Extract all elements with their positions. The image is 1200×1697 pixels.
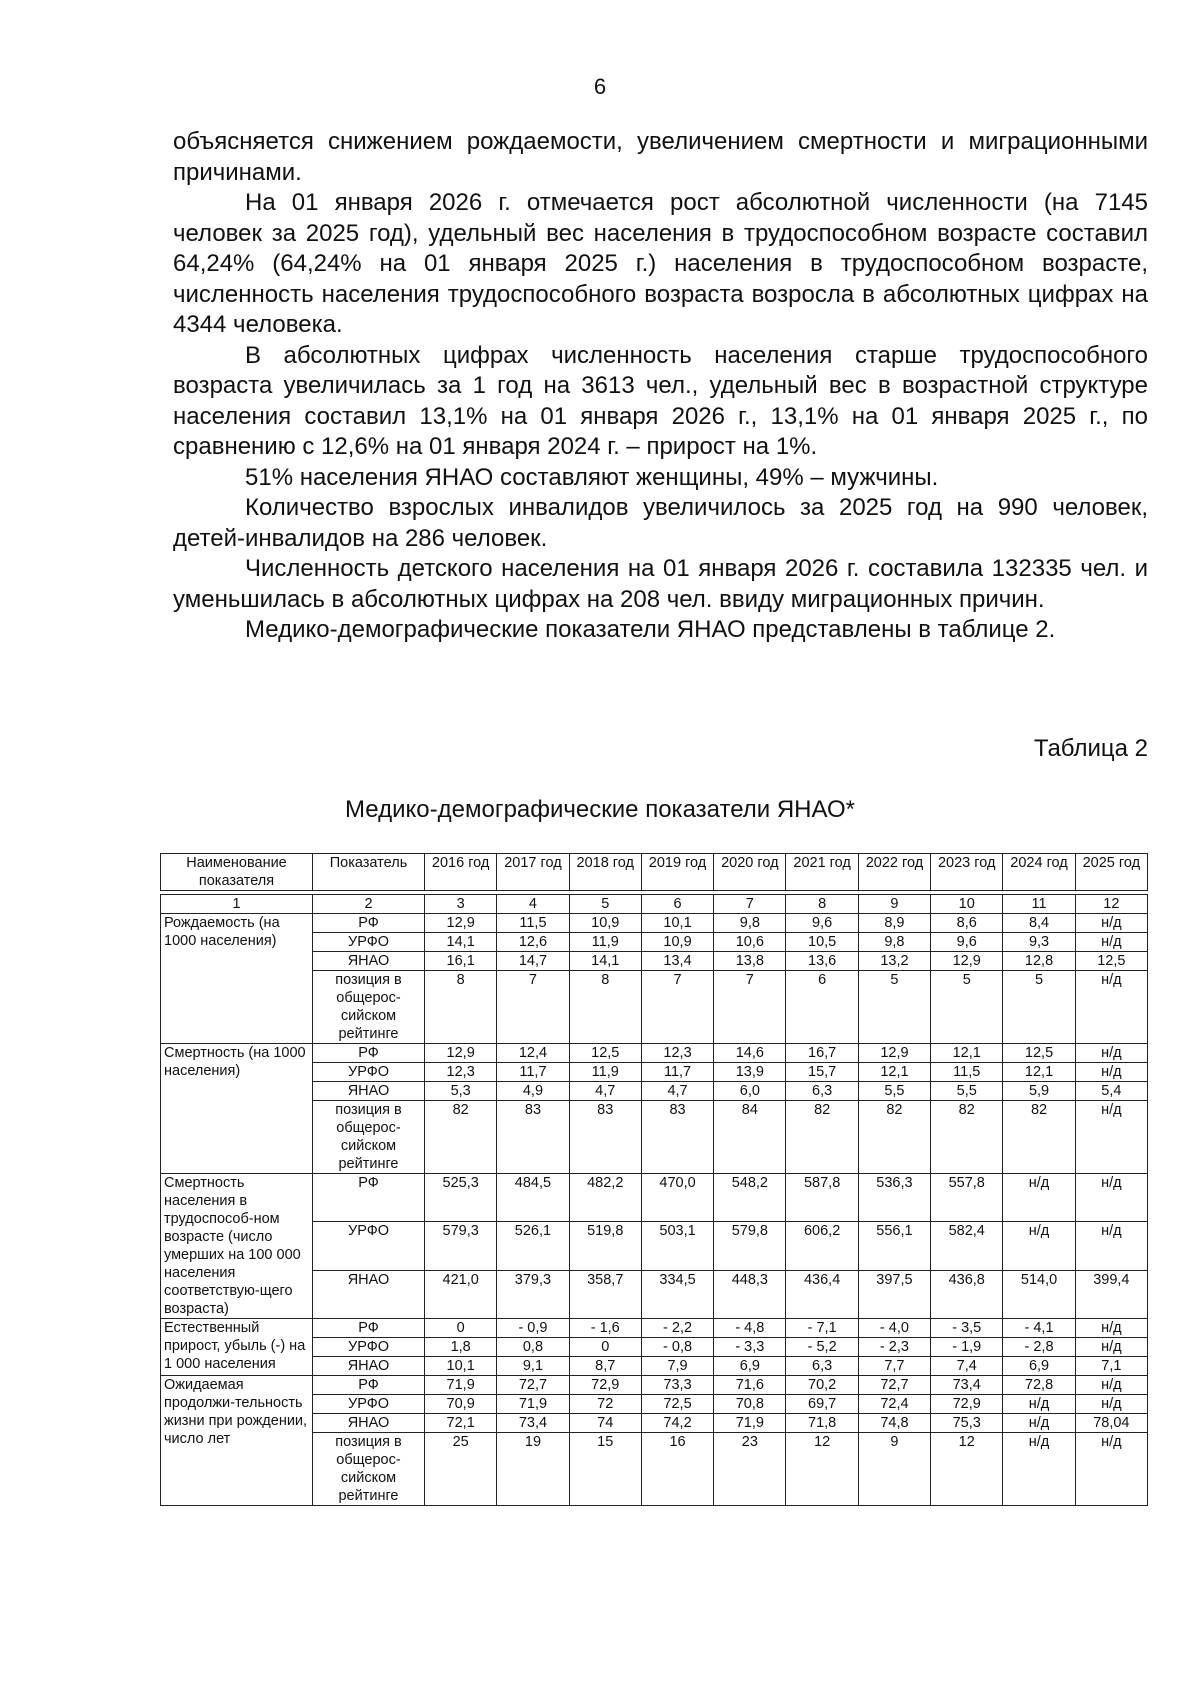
value-cell: 587,8 — [786, 1174, 858, 1222]
indicator-cell: РФ — [313, 1174, 425, 1222]
value-cell: н/д — [1075, 1433, 1147, 1506]
value-cell: 6,3 — [786, 1082, 858, 1101]
numbering-cell: 2 — [313, 895, 425, 914]
value-cell: 83 — [641, 1101, 713, 1174]
value-cell: 421,0 — [425, 1270, 497, 1318]
value-cell: 606,2 — [786, 1222, 858, 1270]
value-cell: 82 — [1003, 1101, 1075, 1174]
value-cell: 448,3 — [714, 1270, 786, 1318]
value-cell: 14,1 — [569, 952, 641, 971]
indicator-cell: УРФО — [313, 933, 425, 952]
paragraph: 51% населения ЯНАО составляют женщины, 49% – мужчины. — [245, 463, 939, 491]
value-cell: 10,6 — [714, 933, 786, 952]
value-cell: 12,1 — [1003, 1063, 1075, 1082]
value-cell: 557,8 — [931, 1174, 1003, 1222]
value-cell: 11,7 — [497, 1063, 569, 1082]
numbering-cell: 12 — [1075, 895, 1147, 914]
value-cell: 11,5 — [931, 1063, 1003, 1082]
value-cell: 12 — [786, 1433, 858, 1506]
value-cell: 71,9 — [425, 1376, 497, 1395]
body-text — [173, 127, 1148, 646]
paragraph: Численность детского населения на 01 января 2026 г. составила 132335 чел. и уменьшилась в абсолютных цифрах на 208 чел. ввиду миграционных причин. — [173, 555, 1148, 613]
value-cell: 548,2 — [714, 1174, 786, 1222]
value-cell: 14,6 — [714, 1044, 786, 1063]
value-cell: 72,9 — [569, 1376, 641, 1395]
value-cell: н/д — [1075, 1101, 1147, 1174]
table-header-row — [161, 854, 1148, 891]
value-cell: 6,9 — [1003, 1357, 1075, 1376]
value-cell: 10,9 — [641, 933, 713, 952]
value-cell: 7 — [714, 971, 786, 1044]
value-cell: 16,1 — [425, 952, 497, 971]
value-cell: 436,8 — [931, 1270, 1003, 1318]
indicator-cell: позиция в общерос-сийском рейтинге — [313, 971, 425, 1044]
paragraph: На 01 января 2026 г. отмечается рост абсолютной численности (на 7145 человек за 2025 год), удельный вес населения в трудоспособном возрасте составил 64,24% (64,24% на 01 января 2025 г.) населения в трудоспособном возрасте, численность населения трудоспособного возраста возросла в абсолютных цифрах на 4344 человека. — [173, 189, 1148, 338]
value-cell: 74,2 — [641, 1414, 713, 1433]
value-cell: - 0,8 — [641, 1338, 713, 1357]
value-cell: 4,7 — [641, 1082, 713, 1101]
value-cell: н/д — [1075, 1319, 1147, 1338]
value-cell: 0 — [569, 1338, 641, 1357]
table-row — [161, 1174, 1148, 1222]
value-cell: 9 — [858, 1433, 930, 1506]
value-cell: 9,6 — [786, 914, 858, 933]
value-cell: 12,9 — [858, 1044, 930, 1063]
value-cell: 74,8 — [858, 1414, 930, 1433]
indicator-cell: УРФО — [313, 1338, 425, 1357]
header-cell: 2021 год — [786, 854, 858, 891]
value-cell: 83 — [569, 1101, 641, 1174]
value-cell: - 3,5 — [931, 1319, 1003, 1338]
value-cell: 82 — [786, 1101, 858, 1174]
value-cell: 525,3 — [425, 1174, 497, 1222]
value-cell: 71,8 — [786, 1414, 858, 1433]
header-cell: 2016 год — [425, 854, 497, 891]
value-cell: 73,4 — [497, 1414, 569, 1433]
value-cell: 72,4 — [858, 1395, 930, 1414]
value-cell: 579,8 — [714, 1222, 786, 1270]
value-cell: - 7,1 — [786, 1319, 858, 1338]
value-cell: 12,8 — [1003, 952, 1075, 971]
header-cell: Наименование показателя — [161, 854, 313, 891]
value-cell: 4,9 — [497, 1082, 569, 1101]
value-cell: 7 — [641, 971, 713, 1044]
value-cell: н/д — [1075, 1044, 1147, 1063]
value-cell: 16 — [641, 1433, 713, 1506]
value-cell: 7 — [497, 971, 569, 1044]
value-cell: 6,0 — [714, 1082, 786, 1101]
value-cell: 12,3 — [425, 1063, 497, 1082]
value-cell: 536,3 — [858, 1174, 930, 1222]
value-cell: 19 — [497, 1433, 569, 1506]
value-cell: 7,9 — [641, 1357, 713, 1376]
value-cell: 75,3 — [931, 1414, 1003, 1433]
indicator-cell: УРФО — [313, 1222, 425, 1270]
value-cell: - 3,3 — [714, 1338, 786, 1357]
value-cell: 5 — [931, 971, 1003, 1044]
value-cell: 8,7 — [569, 1357, 641, 1376]
indicator-cell: РФ — [313, 914, 425, 933]
table-row — [161, 1319, 1148, 1338]
value-cell: н/д — [1075, 1063, 1147, 1082]
value-cell: 1,8 — [425, 1338, 497, 1357]
value-cell: н/д — [1003, 1433, 1075, 1506]
indicator-cell: позиция в общерос-сийском рейтинге — [313, 1101, 425, 1174]
numbering-cell: 4 — [497, 895, 569, 914]
header-cell: 2022 год — [858, 854, 930, 891]
header-cell: 2019 год — [641, 854, 713, 891]
indicator-cell: ЯНАО — [313, 1082, 425, 1101]
value-cell: 6,9 — [714, 1357, 786, 1376]
value-cell: 82 — [931, 1101, 1003, 1174]
value-cell: 12,4 — [497, 1044, 569, 1063]
value-cell: 78,04 — [1075, 1414, 1147, 1433]
value-cell: - 2,8 — [1003, 1338, 1075, 1357]
value-cell: 12,9 — [425, 1044, 497, 1063]
numbering-cell: 1 — [161, 895, 313, 914]
value-cell: 72,7 — [497, 1376, 569, 1395]
value-cell: 9,8 — [858, 933, 930, 952]
header-cell: 2018 год — [569, 854, 641, 891]
table-numbering-row — [161, 895, 1148, 914]
value-cell: 13,9 — [714, 1063, 786, 1082]
header-cell: 2017 год — [497, 854, 569, 891]
value-cell: 72 — [569, 1395, 641, 1414]
paragraph: В абсолютных цифрах численность населения старше трудоспособного возраста увеличилась за 1 год на 3613 чел., удельный вес в возрастной структуре населения составил 13,1% на 01 января 2026 г., 13,1% на 01 января 2025 г., по сравнению с 12,6% на 01 января 2024 г. – прирост на 1%. — [173, 341, 1148, 460]
value-cell: 72,9 — [931, 1395, 1003, 1414]
numbering-cell: 11 — [1003, 895, 1075, 914]
value-cell: 15,7 — [786, 1063, 858, 1082]
value-cell: 399,4 — [1075, 1270, 1147, 1318]
value-cell: 379,3 — [497, 1270, 569, 1318]
header-cell: Показатель — [313, 854, 425, 891]
indicator-cell: ЯНАО — [313, 952, 425, 971]
value-cell: 519,8 — [569, 1222, 641, 1270]
value-cell: 7,7 — [858, 1357, 930, 1376]
value-cell: 556,1 — [858, 1222, 930, 1270]
value-cell: - 4,8 — [714, 1319, 786, 1338]
indicator-cell: РФ — [313, 1376, 425, 1395]
value-cell: 12,1 — [931, 1044, 1003, 1063]
header-cell: 2020 год — [714, 854, 786, 891]
value-cell: 10,9 — [569, 914, 641, 933]
table-label: Таблица 2 — [1033, 735, 1148, 762]
value-cell: 5,5 — [858, 1082, 930, 1101]
value-cell: 70,8 — [714, 1395, 786, 1414]
value-cell: 0 — [425, 1319, 497, 1338]
numbering-cell: 7 — [714, 895, 786, 914]
value-cell: 8 — [569, 971, 641, 1044]
header-cell: 2024 год — [1003, 854, 1075, 891]
value-cell: 503,1 — [641, 1222, 713, 1270]
value-cell: 526,1 — [497, 1222, 569, 1270]
value-cell: 5,3 — [425, 1082, 497, 1101]
value-cell: - 1,9 — [931, 1338, 1003, 1357]
value-cell: 482,2 — [569, 1174, 641, 1222]
numbering-cell: 10 — [931, 895, 1003, 914]
value-cell: 8,4 — [1003, 914, 1075, 933]
table-title: Медико-демографические показатели ЯНАО* — [345, 796, 855, 823]
paragraph: объясняется снижением рождаемости, увеличением смертности и миграционными причинами. — [173, 128, 1148, 186]
value-cell: н/д — [1003, 1222, 1075, 1270]
value-cell: 9,6 — [931, 933, 1003, 952]
value-cell: 5,5 — [931, 1082, 1003, 1101]
value-cell: н/д — [1075, 1395, 1147, 1414]
numbering-cell: 3 — [425, 895, 497, 914]
numbering-cell: 8 — [786, 895, 858, 914]
value-cell: 12,9 — [425, 914, 497, 933]
value-cell: 16,7 — [786, 1044, 858, 1063]
value-cell: 72,1 — [425, 1414, 497, 1433]
value-cell: 84 — [714, 1101, 786, 1174]
value-cell: 12,5 — [1075, 952, 1147, 971]
value-cell: 484,5 — [497, 1174, 569, 1222]
indicator-cell: УРФО — [313, 1395, 425, 1414]
table-row — [161, 1044, 1148, 1063]
value-cell: н/д — [1075, 1222, 1147, 1270]
group-name-cell: Естественный прирост, убыль (-) на 1 000 населения — [161, 1319, 313, 1376]
value-cell: - 2,2 — [641, 1319, 713, 1338]
value-cell: 11,7 — [641, 1063, 713, 1082]
value-cell: 5,9 — [1003, 1082, 1075, 1101]
indicator-cell: ЯНАО — [313, 1414, 425, 1433]
value-cell: 358,7 — [569, 1270, 641, 1318]
value-cell: 514,0 — [1003, 1270, 1075, 1318]
paragraph: Медико-демографические показатели ЯНАО представлены в таблице 2. — [245, 616, 1056, 643]
value-cell: 4,7 — [569, 1082, 641, 1101]
value-cell: 13,4 — [641, 952, 713, 971]
table-row — [161, 1376, 1148, 1395]
value-cell: 9,1 — [497, 1357, 569, 1376]
value-cell: 5 — [858, 971, 930, 1044]
paragraph: Количество взрослых инвалидов увеличилось за 2025 год на 990 человек, детей-инвалидов на 286 человек. — [173, 494, 1148, 552]
value-cell: - 0,9 — [497, 1319, 569, 1338]
value-cell: 10,1 — [425, 1357, 497, 1376]
value-cell: 11,9 — [569, 933, 641, 952]
value-cell: 83 — [497, 1101, 569, 1174]
value-cell: н/д — [1075, 1174, 1147, 1222]
value-cell: 11,5 — [497, 914, 569, 933]
header-cell: 2023 год — [931, 854, 1003, 891]
value-cell: 74 — [569, 1414, 641, 1433]
value-cell: н/д — [1075, 933, 1147, 952]
value-cell: 72,7 — [858, 1376, 930, 1395]
value-cell: 12 — [931, 1433, 1003, 1506]
value-cell: н/д — [1075, 1338, 1147, 1357]
value-cell: 9,8 — [714, 914, 786, 933]
value-cell: 23 — [714, 1433, 786, 1506]
value-cell: 12,5 — [569, 1044, 641, 1063]
value-cell: - 1,6 — [569, 1319, 641, 1338]
value-cell: 0,8 — [497, 1338, 569, 1357]
value-cell: 72,8 — [1003, 1376, 1075, 1395]
value-cell: 13,2 — [858, 952, 930, 971]
value-cell: н/д — [1075, 971, 1147, 1044]
value-cell: 10,1 — [641, 914, 713, 933]
value-cell: 82 — [858, 1101, 930, 1174]
value-cell: - 4,0 — [858, 1319, 930, 1338]
value-cell: 7,4 — [931, 1357, 1003, 1376]
value-cell: 6,3 — [786, 1357, 858, 1376]
value-cell: 14,7 — [497, 952, 569, 971]
value-cell: 5,4 — [1075, 1082, 1147, 1101]
value-cell: н/д — [1075, 1376, 1147, 1395]
group-name-cell: Смертность (на 1000 населения) — [161, 1044, 313, 1174]
value-cell: 13,6 — [786, 952, 858, 971]
numbering-cell: 6 — [641, 895, 713, 914]
value-cell: 5 — [1003, 971, 1075, 1044]
indicator-cell: ЯНАО — [313, 1270, 425, 1318]
value-cell: н/д — [1003, 1174, 1075, 1222]
value-cell: 334,5 — [641, 1270, 713, 1318]
group-name-cell: Рождаемость (на 1000 населения) — [161, 914, 313, 1044]
value-cell: 6 — [786, 971, 858, 1044]
value-cell: 10,5 — [786, 933, 858, 952]
numbering-cell: 5 — [569, 895, 641, 914]
value-cell: - 2,3 — [858, 1338, 930, 1357]
value-cell: 12,1 — [858, 1063, 930, 1082]
value-cell: - 5,2 — [786, 1338, 858, 1357]
value-cell: 72,5 — [641, 1395, 713, 1414]
value-cell: 11,9 — [569, 1063, 641, 1082]
value-cell: 470,0 — [641, 1174, 713, 1222]
value-cell: 8,6 — [931, 914, 1003, 933]
value-cell: 436,4 — [786, 1270, 858, 1318]
value-cell: 70,9 — [425, 1395, 497, 1414]
value-cell: 69,7 — [786, 1395, 858, 1414]
value-cell: 582,4 — [931, 1222, 1003, 1270]
value-cell: 7,1 — [1075, 1357, 1147, 1376]
value-cell: 12,6 — [497, 933, 569, 952]
value-cell: 25 — [425, 1433, 497, 1506]
value-cell: н/д — [1075, 914, 1147, 933]
value-cell: 70,2 — [786, 1376, 858, 1395]
value-cell: 71,9 — [497, 1395, 569, 1414]
value-cell: 12,9 — [931, 952, 1003, 971]
value-cell: - 4,1 — [1003, 1319, 1075, 1338]
value-cell: 8,9 — [858, 914, 930, 933]
table-row — [161, 914, 1148, 933]
value-cell: 15 — [569, 1433, 641, 1506]
indicator-cell: УРФО — [313, 1063, 425, 1082]
demographic-table — [160, 853, 1148, 1506]
numbering-cell: 9 — [858, 895, 930, 914]
value-cell: 73,4 — [931, 1376, 1003, 1395]
indicator-cell: РФ — [313, 1044, 425, 1063]
value-cell: 397,5 — [858, 1270, 930, 1318]
group-name-cell: Смертность населения в трудоспособ-ном возрасте (число умерших на 100 000 населения соответствую-щего возраста) — [161, 1174, 313, 1319]
indicator-cell: ЯНАО — [313, 1357, 425, 1376]
value-cell: 73,3 — [641, 1376, 713, 1395]
value-cell: 12,3 — [641, 1044, 713, 1063]
value-cell: 71,9 — [714, 1414, 786, 1433]
value-cell: н/д — [1003, 1395, 1075, 1414]
indicator-cell: РФ — [313, 1319, 425, 1338]
header-cell: 2025 год — [1075, 854, 1147, 891]
value-cell: 8 — [425, 971, 497, 1044]
value-cell: 579,3 — [425, 1222, 497, 1270]
value-cell: н/д — [1003, 1414, 1075, 1433]
group-name-cell: Ожидаемая продолжи-тельность жизни при рождении, число лет — [161, 1376, 313, 1506]
value-cell: 9,3 — [1003, 933, 1075, 952]
value-cell: 13,8 — [714, 952, 786, 971]
page-number: 6 — [593, 74, 607, 99]
value-cell: 12,5 — [1003, 1044, 1075, 1063]
value-cell: 14,1 — [425, 933, 497, 952]
value-cell: 71,6 — [714, 1376, 786, 1395]
value-cell: 82 — [425, 1101, 497, 1174]
indicator-cell: позиция в общерос-сийском рейтинге — [313, 1433, 425, 1506]
